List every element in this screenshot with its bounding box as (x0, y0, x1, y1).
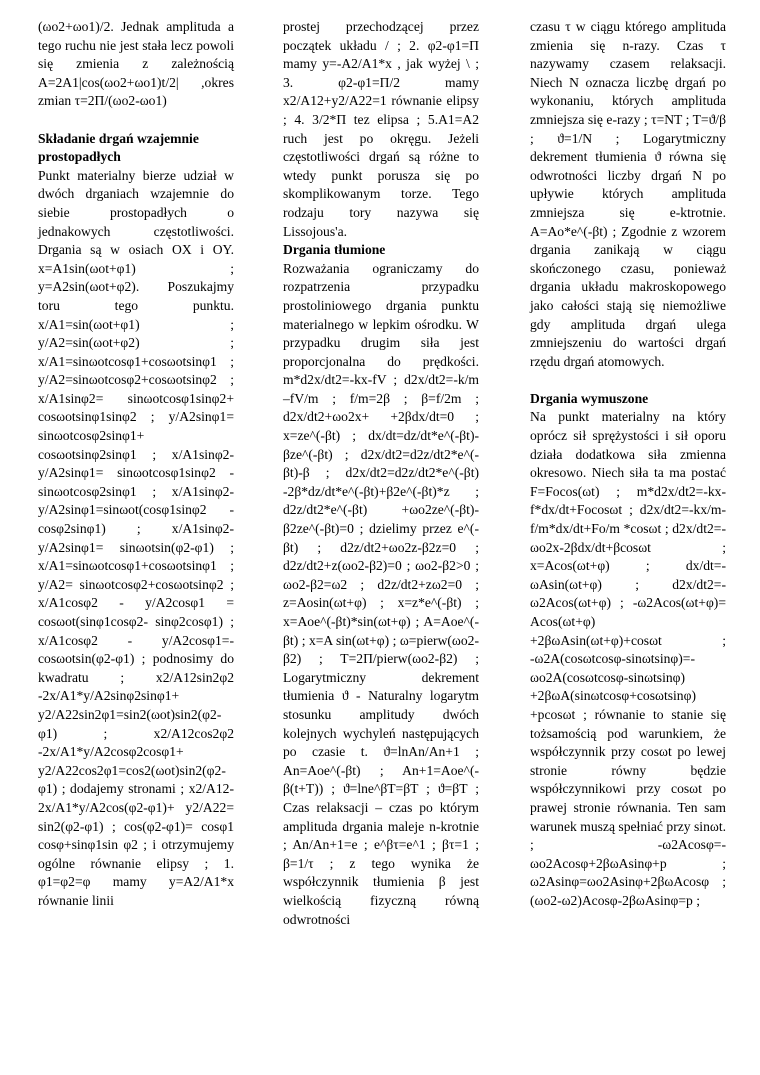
section-heading: Drgania wymuszone (530, 390, 649, 406)
section-heading: Drgania tłumione (283, 242, 386, 258)
paragraph: prostej przechodzącej przez początek układu / ; 2. φ2-φ1=Π mamy y=-A2/A1*x , jak wyżej \ ; 3. φ2-φ1=Π/2 mamy x2/A12+y2/A22=1 równanie elipsy ; 4. 3/2*Π tez elipsa ; 5.A1=A2 ruch jest po okręgu. Jeżeli częstotliwości drgań są różne to wtedy punkt porusza się po skomplikowanym torze. Tego rodzaju tory nazywa się Lissojous'a. (283, 19, 479, 239)
paragraph: czasu τ w ciągu którego amplituda zmienia się n-razy. Czas τ nazywamy czasem relaksacji. Niech N oznacza liczbę drgań po wykonaniu, których amplituda zmniejsza się e-razy ; τ=NT ; T=ϑ/β ; ϑ=1/N ; Logarytmiczny dekrement tłumienia ϑ równa się odwrotności liczby drgań N po upływie których amplituda zmniejsza się e-ktrotnie. A=Ao*e^(-βt) ; Zgodnie z wzorem drgania zanikają w ciągu skończonego czasu, ponieważ drgania układu makroskopowego jako całości stają się niemożliwe gdy amplituda drgań ulega zmniejszeniu do wartości drgań rzędu drgań atomowych. (530, 19, 726, 369)
paragraph: Na punkt materialny na który oprócz sił sprężystości i sił oporu działa dodatkowa siła zmienna okresowo. Niech siła ta ma postać F=Focos(ωt) ; m*d2x/dt2=-kx-f*dx/dt+Focosωt ; d2x/dt2=-kx/m-f/m*dx/dt+Fo/m *cosωt ; d2x/dt2=-ωo2x-2βdx/dt+βcosωt ; x=Acos(ωt+φ) ; dx/dt=-ωAsin(ωt+φ) ; d2x/dt2=-ω2Acos(ωt+φ) ; -ω2Acos(ωt+φ)= Acos(ωt+φ) +2βωAsin(ωt+φ)+cosωt ; -ω2A(cosωtcosφ-sinωtsinφ)=-ωo2A(cosωtcosφ-sinωtsinφ) +2βωA(sinωtcosφ+cosωtsinφ) +pcosωt ; równanie to stanie się tożsamością pod warunkiem, że współczynnik przy cosωt po lewej stronie równy będzie współczynnikowi przy cosωt po prawej stronie równania. Ten sam warunek muszą spełniać przy sinωt. ; -ω2Acosφ=-ωo2Acosφ+2βωAsinφ+p ; ω2Asinφ=ωo2Asinφ+2βωAcosφ ; (ωo2-ω2)Acosφ-2βωAsinφ=p ; (530, 409, 726, 908)
text-column-3 (530, 18, 726, 911)
paragraph: Punkt materialny bierze udział w dwóch drganiach wzajemnie do siebie prostopadłych o jednakowych częstotliwości. Drgania są w osiach OX i OY. x=A1sin(ωot+φ1) ; y=A2sin(ωot+φ2). Poszukajmy toru tego punktu. x/A1=sin(ωot+φ1) ; y/A2=sin(ωot+φ2) ; x/A1=sinωotcosφ1+cosωotsinφ1 ; y/A2=sinωotcosφ2+cosωotsinφ2 ; x/A1sinφ2= sinωotcosφ1sinφ2+ cosωotsinφ1sinφ2 ; y/A2sinφ1= sinωotcosφ2sinφ1+ cosωotsinφ2sinφ1 ; x/A1sinφ2- y/A2sinφ1= sinωotcosφ1sinφ2 - sinωotcosφ2sinφ1 ; x/A1sinφ2- y/A2sinφ1=sinωot(cosφ1sinφ2 - cosφ2sinφ1) ; x/A1sinφ2- y/A2sinφ1= sinωotsin(φ2-φ1) ; x/A1=sinωotcosφ1+cosωotsinφ1 ; y/A2= sinωotcosφ2+cosωotsinφ2 ; x/A1cosφ2 - y/A2cosφ1 = cosωot(sinφ1cosφ2- sinφ2cosφ1) ; x/A1cosφ2 - y/A2cosφ1=-cosωotsin(φ2-φ1) ; podnosimy do kwadratu ; x2/A12sin2φ2 -2x/A1*y/A2sinφ2sinφ1+ y2/A22sin2φ1=sin2(ωot)sin2(φ2-φ1) ; x2/A12cos2φ2 -2x/A1*y/A2cosφ2cosφ1+ y2/A22cos2φ1=cos2(ωot)sin2(φ2-φ1) ; dodajemy stronami ; x2/A12-2x/A1*y/A2cos(φ2-φ1)+ y2/A22= sin2(φ2-φ1) ; cos(φ2-φ1)= cosφ1 cosφ+sinφ1sin φ2 ; i otrzymujemy ogólne równanie elipsy ; 1. φ1=φ2=φ mamy y=A2/A1*x równanie linii (38, 167, 234, 908)
spacer (530, 371, 726, 390)
spacer (38, 111, 234, 130)
paragraph: (ωo2+ωo1)/2. Jednak amplituda a tego ruchu nie jest stała lecz powoli się zmienia z zależnością A=2A1|cos(ωo2+ωo1)t/2| ,okres zmian τ=2Π/(ωo2-ωo1) (38, 19, 234, 109)
paragraph: Rozważania ograniczamy do rozpatrzenia przypadku prostoliniowego drgania punktu materialnego w lepkim ośrodku. W przypadku drugim siła jest proporcjonalna do prędkości. m*d2x/dt2=-kx-fV ; d2x/dt2=-k/m –fV/m ; f/m=2β ; β=f/2m ; d2x/dt2+ωo2x+ +2βdx/dt=0 ; x=ze^(-βt) ; dx/dt=dz/dt*e^(-βt)-βze^(-βt) ; d2x/dt2=d2z/dt2*e^(-βt)-β ; d2x/dt2=d2z/dt2*e^(-βt) -2β*dz/dt*e^(-βt)+β2e^(-βt)*z ; d2z/dt2*e^(-βt) +ωo2ze^(-βt)-β2ze^(-βt)=0 ; dzielimy przez e^(-βt) ; d2z/dt2+ωo2z-β2z=0 ; d2z/dt2+z(ωo2-β2)=0 ; ωo2-β2>0 ; ωo2-β2=ω2 ; d2z/dt2+zω2=0 ; z=Aosin(ωt+φ) ; x=z*e^(-βt) ; x=Aoe^(-βt)*sin(ωt+φ) ; A=Aoe^(-βt) ; x=A sin(ωt+φ) ; ω=pierw(ωo2-β2) ; T=2Π/pierw(ωo2-β2) ; Logarytmiczny dekrement tłumienia ϑ - Naturalny logarytm stosunku amplitudy dwóch kolejnych wychyleń następujących po czasie t. ϑ=lnAn/An+1 ; An=Aoe^(-βt) ; An+1=Aoe^(-β(t+T)) ; ϑ=lne^βT=βT ; ϑ=βT ; Czas relaksacji – czas po którym amplituda drgania maleje n-krotnie ; An/An+1=e ; e^βτ=e^1 ; βτ=1 ; β=1/τ ; z tego wynika że współczynnik tłumienia β jest wielkością fizyczną równą odwrotności (283, 260, 479, 927)
text-column-1 (38, 18, 234, 911)
section-heading: Składanie drgań wzajemnie prostopadłych (38, 130, 199, 165)
text-column-2 (283, 18, 479, 929)
